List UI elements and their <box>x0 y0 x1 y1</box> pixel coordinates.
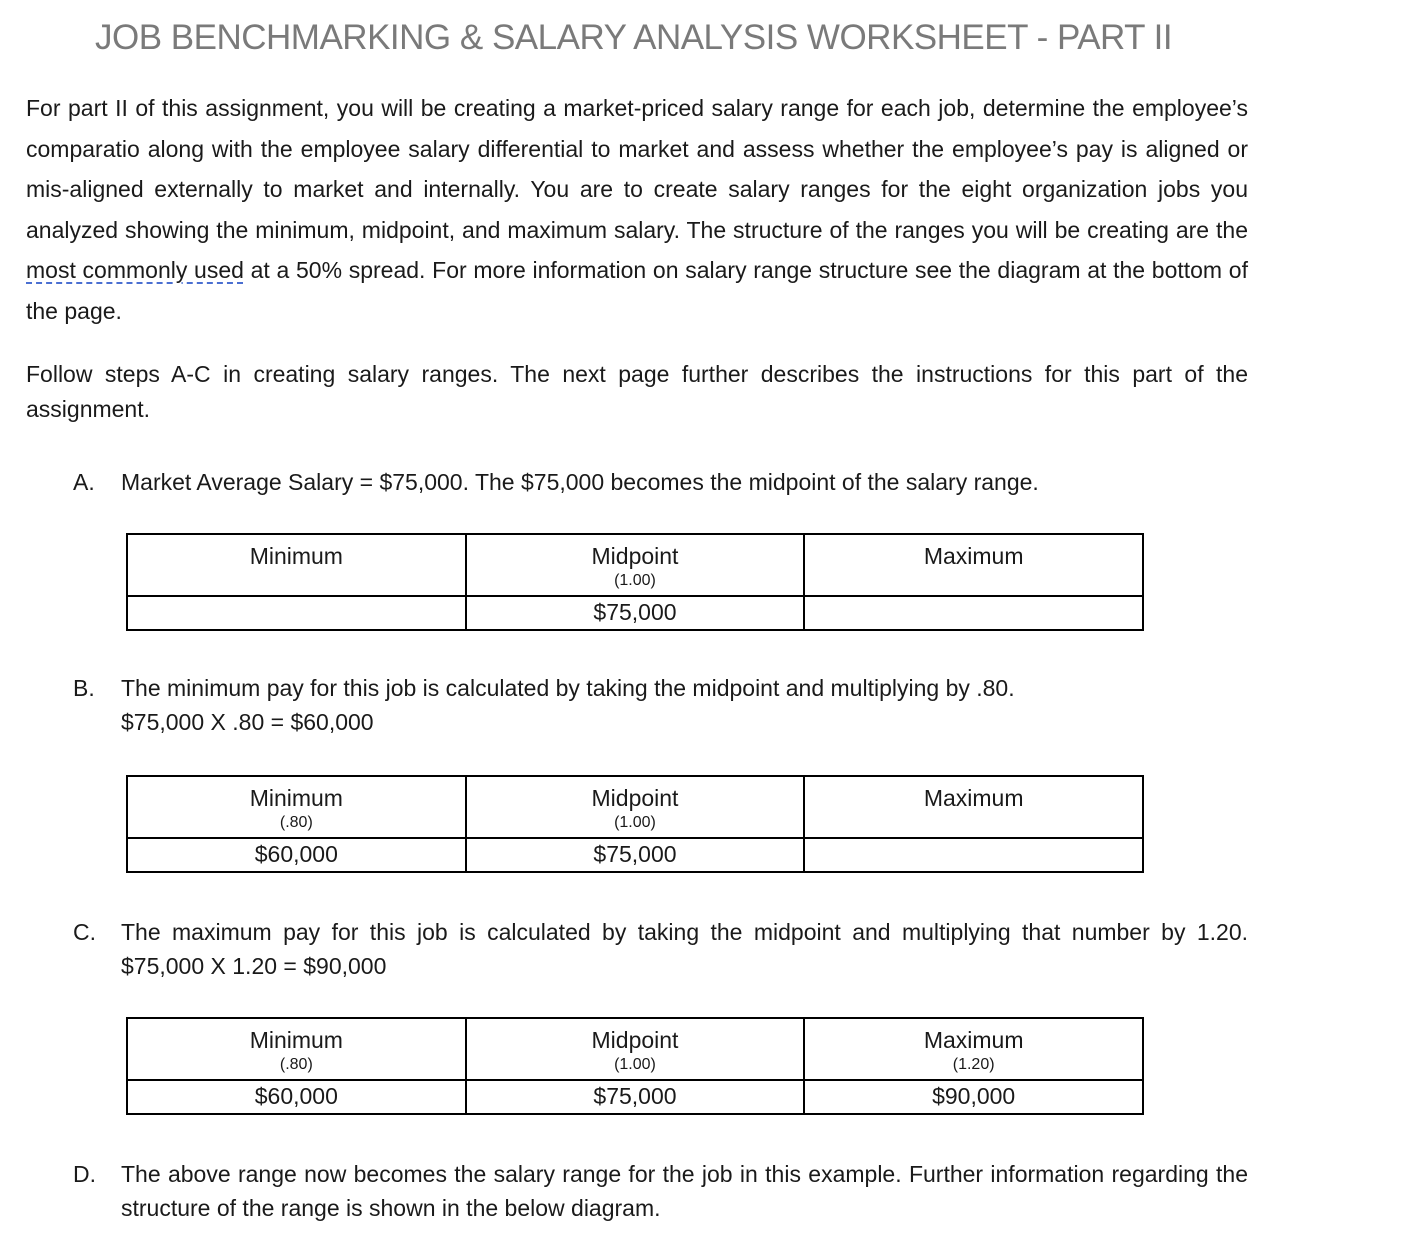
midpoint-factor: (1.00) <box>614 1056 656 1073</box>
midpoint-value-cell <box>466 1080 805 1114</box>
step-d-text: The above range now becomes the salary range for the job in this example. Further information regarding the structure of the range is shown in the below diagram. <box>121 1161 1248 1221</box>
maximum-value-cell <box>804 596 1143 630</box>
maximum-value-cell <box>804 1080 1143 1114</box>
maximum-header-cell <box>804 1018 1143 1080</box>
midpoint-label: Midpoint <box>591 543 679 569</box>
table-header-row <box>127 776 1143 838</box>
page-title: JOB BENCHMARKING & SALARY ANALYSIS WORKSHEET - PART II <box>95 18 1173 57</box>
intro-text-part1: For part II of this assignment, you will be creating a market-priced salary range for each job, determine the employee’s comparatio along with the employee salary differential to market and assess whether the employee’s pay is aligned or mis-aligned externally to market and internally. You are to create salary ranges for the eight organization jobs you analyzed showing the minimum, midpoint, and maximum salary. The structure of the ranges you will be creating are the <box>26 95 1248 243</box>
minimum-label: Minimum <box>249 543 343 569</box>
midpoint-value: $75,000 <box>593 1083 677 1109</box>
follow-steps-paragraph: Follow steps A-C in creating salary ranges. The next page further describes the instructions for this part of the assignment. <box>26 361 1248 422</box>
table-header-row <box>127 1018 1143 1080</box>
minimum-value-cell <box>127 1080 466 1114</box>
table-value-row <box>127 1080 1143 1114</box>
midpoint-header-cell <box>466 534 805 596</box>
table-value-row <box>127 596 1143 630</box>
minimum-header-cell <box>127 534 466 596</box>
intro-text-part2: at a 50% spread. For more information on salary range structure see the diagram at the bottom of the page. <box>26 257 1248 324</box>
step-b-line1: The minimum pay for this job is calculated by taking the midpoint and multiplying by .80. <box>121 675 1015 701</box>
minimum-header-cell <box>127 1018 466 1080</box>
maximum-value-cell <box>804 838 1143 872</box>
salary-range-table-a <box>126 533 1144 631</box>
minimum-factor: (.80) <box>279 1056 313 1073</box>
midpoint-label: Midpoint <box>591 1027 679 1053</box>
maximum-label: Maximum <box>923 1027 1024 1053</box>
midpoint-header-cell <box>466 1018 805 1080</box>
midpoint-value: $75,000 <box>593 599 677 625</box>
midpoint-value-cell <box>466 838 805 872</box>
salary-range-table-b <box>126 775 1144 873</box>
step-b-letter: B. <box>73 675 95 701</box>
table-header-row <box>127 534 1143 596</box>
minimum-label: Minimum <box>249 785 343 811</box>
midpoint-value: $75,000 <box>593 841 677 867</box>
minimum-header-cell <box>127 776 466 838</box>
maximum-header-cell <box>804 776 1143 838</box>
step-c-text: The maximum pay for this job is calculated by taking the midpoint and multiplying that number by 1.20. $75,000 X 1.20 = $90,000 <box>121 919 1248 979</box>
midpoint-factor: (1.00) <box>614 572 656 589</box>
minimum-label: Minimum <box>249 1027 343 1053</box>
step-d-letter: D. <box>73 1161 96 1187</box>
maximum-header-cell <box>804 534 1143 596</box>
midpoint-label: Midpoint <box>591 785 679 811</box>
minimum-value-cell <box>127 596 466 630</box>
grammar-flagged-phrase[interactable]: most commonly used <box>26 257 244 283</box>
intro-paragraph <box>26 88 1248 331</box>
step-c <box>73 915 1248 983</box>
step-b-text <box>121 671 1248 739</box>
maximum-value: $90,000 <box>932 1083 1016 1109</box>
step-a-text: Market Average Salary = $75,000. The $75,000 becomes the midpoint of the salary range. <box>121 469 1039 495</box>
step-d <box>73 1157 1248 1225</box>
minimum-factor: (.80) <box>279 814 313 831</box>
table-value-row <box>127 838 1143 872</box>
minimum-value: $60,000 <box>254 841 338 867</box>
minimum-value: $60,000 <box>254 1083 338 1109</box>
salary-range-table-c <box>126 1017 1144 1115</box>
step-b-line2: $75,000 X .80 = $60,000 <box>121 709 374 735</box>
midpoint-value-cell <box>466 596 805 630</box>
step-b <box>73 671 1248 739</box>
step-a-letter: A. <box>73 469 95 495</box>
minimum-value-cell <box>127 838 466 872</box>
midpoint-factor: (1.00) <box>614 814 656 831</box>
maximum-factor: (1.20) <box>952 1056 995 1073</box>
midpoint-header-cell <box>466 776 805 838</box>
maximum-label: Maximum <box>923 785 1024 811</box>
maximum-label: Maximum <box>923 543 1024 569</box>
step-a <box>73 465 1248 499</box>
step-c-letter: C. <box>73 919 96 945</box>
